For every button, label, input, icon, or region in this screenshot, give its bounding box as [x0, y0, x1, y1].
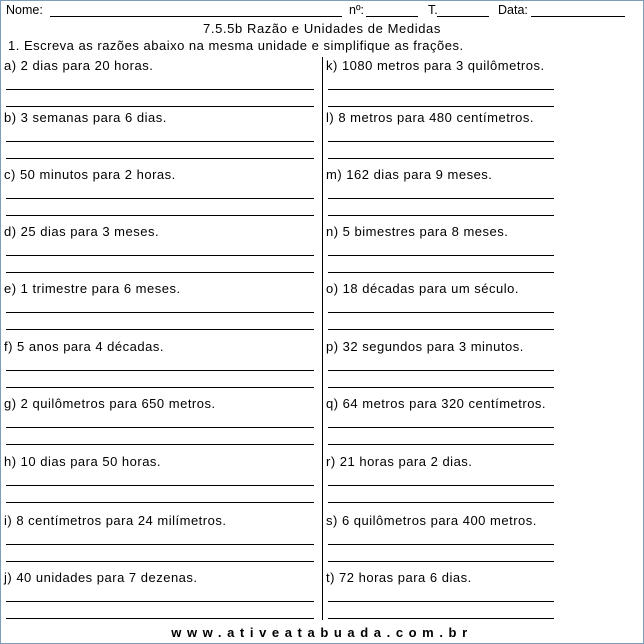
exercise-item: h) 10 dias para 50 horas.: [4, 454, 162, 469]
exercise-item: p) 32 segundos para 3 minutos.: [326, 339, 524, 354]
answer-line[interactable]: [6, 198, 314, 199]
answer-line[interactable]: [6, 255, 314, 256]
exercise-item: b) 3 semanas para 6 dias.: [4, 110, 167, 125]
answer-line[interactable]: [6, 485, 314, 486]
number-field-line[interactable]: [366, 16, 418, 17]
answer-line[interactable]: [328, 272, 554, 273]
answer-line[interactable]: [328, 601, 554, 602]
answer-line[interactable]: [6, 312, 314, 313]
answer-line[interactable]: [6, 141, 314, 142]
answer-line[interactable]: [328, 141, 554, 142]
answer-line[interactable]: [328, 561, 554, 562]
exercise-item: f) 5 anos para 4 décadas.: [4, 339, 164, 354]
answer-line[interactable]: [328, 618, 554, 619]
answer-line[interactable]: [328, 255, 554, 256]
answer-line[interactable]: [328, 370, 554, 371]
exercise-item: d) 25 dias para 3 meses.: [4, 224, 160, 239]
answer-line[interactable]: [328, 106, 554, 107]
exercise-item: g) 2 quilômetros para 650 metros.: [4, 396, 216, 411]
answer-line[interactable]: [328, 215, 554, 216]
answer-line[interactable]: [6, 272, 314, 273]
answer-line[interactable]: [6, 89, 314, 90]
answer-line[interactable]: [6, 329, 314, 330]
column-divider: [322, 57, 323, 620]
answer-line[interactable]: [328, 444, 554, 445]
exercise-item: t) 72 horas para 6 dias.: [326, 570, 472, 585]
name-field-line[interactable]: [50, 16, 342, 17]
class-field-line[interactable]: [437, 16, 489, 17]
exercise-item: a) 2 dias para 20 horas.: [4, 58, 154, 73]
answer-line[interactable]: [6, 215, 314, 216]
date-field-line[interactable]: [531, 16, 625, 17]
answer-line[interactable]: [6, 502, 314, 503]
answer-line[interactable]: [328, 427, 554, 428]
answer-line[interactable]: [328, 544, 554, 545]
exercise-item: l) 8 metros para 480 centímetros.: [326, 110, 534, 125]
exercise-item: c) 50 minutos para 2 horas.: [4, 167, 176, 182]
answer-line[interactable]: [6, 601, 314, 602]
answer-line[interactable]: [328, 329, 554, 330]
answer-line[interactable]: [6, 106, 314, 107]
answer-line[interactable]: [328, 198, 554, 199]
number-label: nº:: [349, 3, 364, 17]
instruction-text: 1. Escreva as razões abaixo na mesma unidade e simplifique as frações.: [8, 38, 464, 53]
exercise-item: m) 162 dias para 9 meses.: [326, 167, 493, 182]
exercise-item: r) 21 horas para 2 dias.: [326, 454, 473, 469]
exercise-item: o) 18 décadas para um século.: [326, 281, 519, 296]
name-label: Nome:: [6, 3, 43, 17]
answer-line[interactable]: [328, 312, 554, 313]
answer-line[interactable]: [6, 387, 314, 388]
answer-line[interactable]: [6, 544, 314, 545]
exercise-item: s) 6 quilômetros para 400 metros.: [326, 513, 537, 528]
answer-line[interactable]: [6, 561, 314, 562]
exercise-item: k) 1080 metros para 3 quilômetros.: [326, 58, 545, 73]
answer-line[interactable]: [328, 387, 554, 388]
answer-line[interactable]: [6, 158, 314, 159]
answer-line[interactable]: [328, 158, 554, 159]
answer-line[interactable]: [6, 444, 314, 445]
answer-line[interactable]: [6, 618, 314, 619]
date-label: Data:: [498, 3, 528, 17]
exercise-item: e) 1 trimestre para 6 meses.: [4, 281, 181, 296]
exercise-item: i) 8 centímetros para 24 milímetros.: [4, 513, 227, 528]
answer-line[interactable]: [6, 427, 314, 428]
answer-line[interactable]: [328, 485, 554, 486]
class-label: T.: [428, 3, 438, 17]
worksheet-title: 7.5.5b Razão e Unidades de Medidas: [203, 21, 441, 36]
answer-line[interactable]: [6, 370, 314, 371]
exercise-item: n) 5 bimestres para 8 meses.: [326, 224, 509, 239]
answer-line[interactable]: [328, 89, 554, 90]
exercise-item: j) 40 unidades para 7 dezenas.: [4, 570, 198, 585]
footer-website: www.ativeatabuada.com.br: [171, 625, 473, 640]
answer-line[interactable]: [328, 502, 554, 503]
exercise-item: q) 64 metros para 320 centímetros.: [326, 396, 547, 411]
